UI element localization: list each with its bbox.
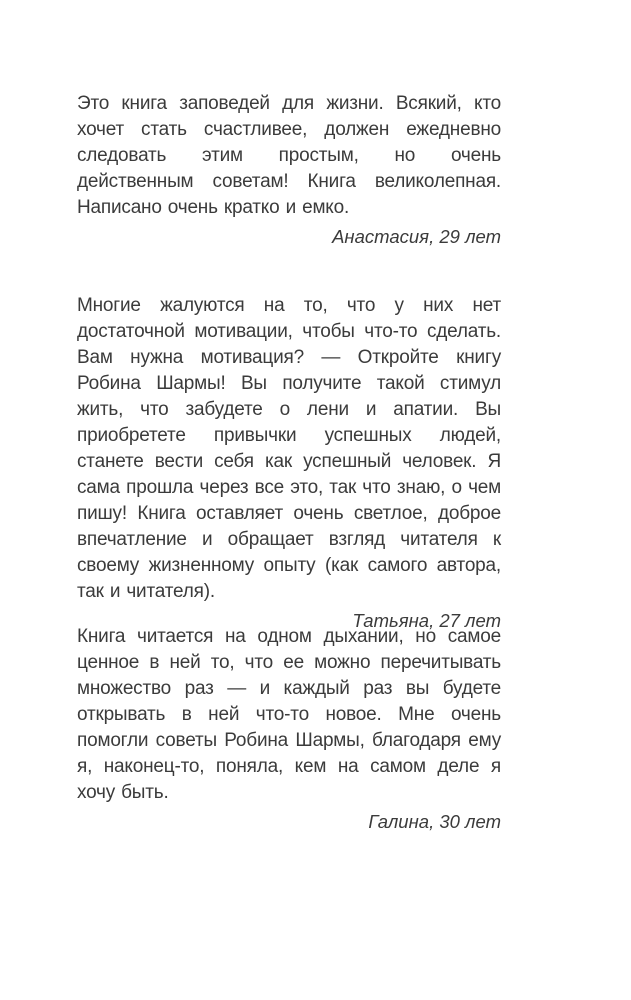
testimonial-author: Галина, 30 лет xyxy=(368,811,501,832)
testimonial-author: Анастасия, 29 лет xyxy=(332,226,501,247)
testimonial-block xyxy=(77,293,501,634)
testimonial-text: Это книга заповедей для жизни. Всякий, кто хочет стать счастливее, должен ежедневно следовать этим простым, но очень действенным советам! Книга великолепная. Написано очень кратко и емко. xyxy=(77,93,501,218)
testimonial-author: Татьяна, 27 лет xyxy=(352,610,501,631)
testimonial-text: Книга читается на одном дыхании, но самое ценное в ней то, что ее можно перечитывать множество раз — и каждый раз вы будете открывать в ней что-то новое. Мне очень помогли советы Робина Шармы, благодаря ему я, наконец-то, поняла, кем на самом деле я хочу быть. xyxy=(77,626,501,803)
testimonial-text: Многие жалуются на то, что у них нет достаточной мотивации, чтобы что-то сделать. Вам нужна мотивация? — Откройте книгу Робина Шармы! Вы получите такой стимул жить, что забудете о лени и апатии. Вы приобретете привычки успешных людей, станете вести себя как успешный человек. Я сама прошла через все это, так что знаю, о чем пишу! Книга оставляет очень светлое, доброе впечатление и обращает взгляд читателя к своему жизненному опыту (как самого автора, так и читателя). xyxy=(77,295,501,602)
testimonial-block xyxy=(77,91,501,250)
testimonial-block xyxy=(77,624,501,835)
